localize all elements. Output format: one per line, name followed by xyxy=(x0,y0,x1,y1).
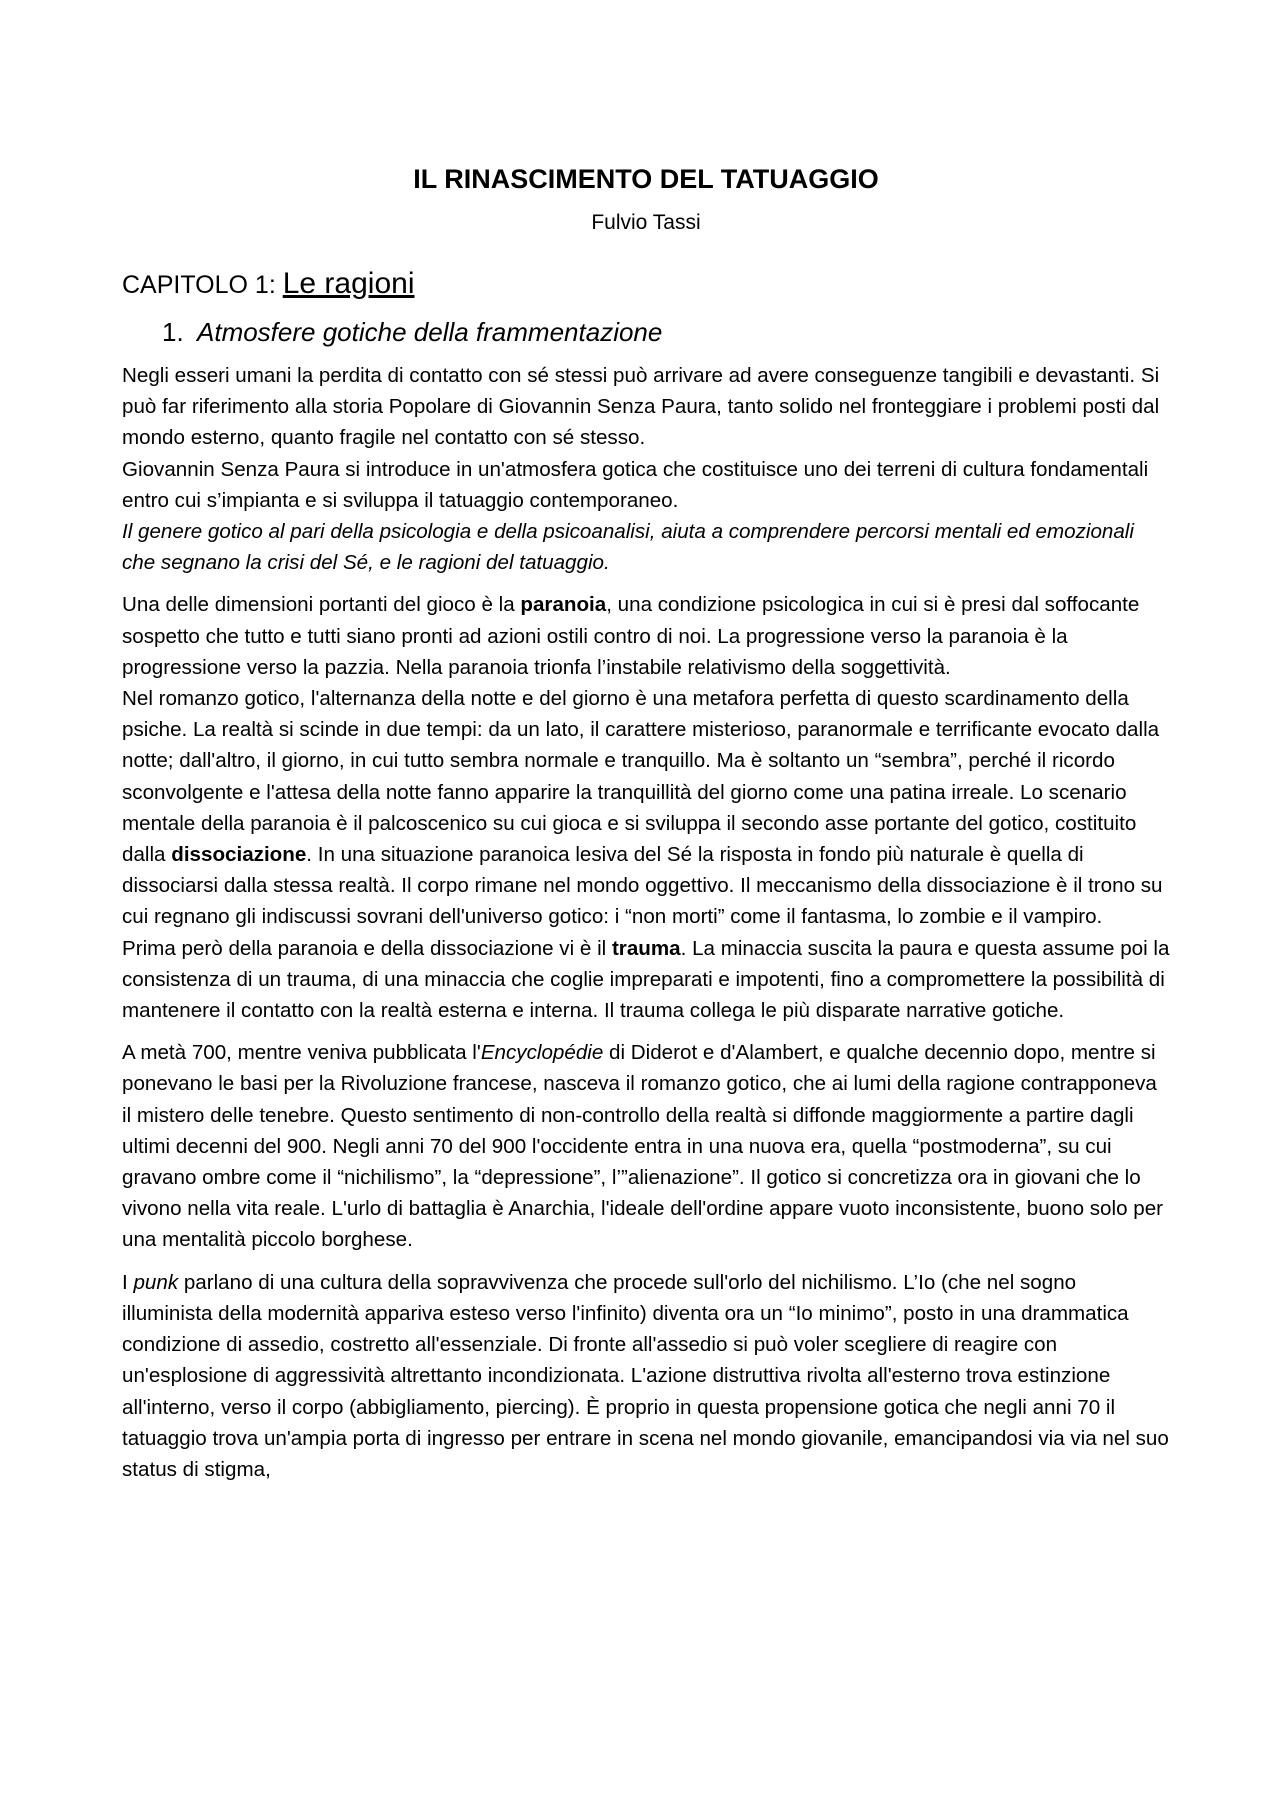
paragraph-8 xyxy=(122,1267,1170,1485)
paragraph-4-text-c: , una condizione psicologica in cui si è presi dal soffocante sospetto che tutto e tutti siano pronti ad azioni ostili contro di noi. La progressione verso la paranoia è la progressione verso la pazzia. Nella paranoia trionfa l’instabile relativismo della soggettività. xyxy=(122,593,1140,679)
paragraph-5-text-c: . In una situazione paranoica lesiva del Sé la risposta in fondo più naturale è quella di dissociarsi dalla stessa realtà. Il corpo rimane nel mondo oggettivo. Il meccanismo della dissociazione è il trono su cui regnano gli indiscussi sovrani dell'universo gotico: i “non morti” come il fantasma, lo zombie e il vampiro. xyxy=(122,843,1163,929)
keyword-paranoia: paranoia xyxy=(520,593,607,617)
paragraph-4-text-a: Una delle dimensioni portanti del gioco è la xyxy=(122,593,521,617)
paragraph-1: Negli esseri umani la perdita di contatto con sé stessi può arrivare ad avere conseguenze tangibili e devastanti. Si può far riferimento alla storia Popolare di Giovannin Senza Paura, tanto solido nel fronteggiare i problemi posti dal mondo esterno, quanto fragile nel contatto con sé stesso. xyxy=(122,364,1160,450)
document-author: Fulvio Tassi xyxy=(591,211,701,234)
paragraph-6-text-c: . La minaccia suscita la paura e questa assume poi la consistenza di un trauma, di una minaccia che coglie impreparati e impotenti, fino a compromettere la possibilità di mantenere il contatto con la realtà esterna e interna. Il trauma collega le più disparate narrative gotiche. xyxy=(122,936,1170,1023)
section-title: Atmosfere gotiche della frammentazione xyxy=(197,317,663,347)
paragraph-5-text-a: Nel romanzo gotico, l'alternanza della notte e del giorno è una metafora perfetta di questo scardinamento della psiche. La realtà si scinde in due tempi: da un lato, il carattere misterioso, paranormale e terrificante evocato dalla notte; dall'altro, il giorno, in cui tutto sembra normale e tranquillo. Ma è soltanto un “sembra”, perché il ricordo sconvolgente e l'attesa della notte fanno apparire la tranquillità del giorno come una patina irreale. Lo scenario mentale della paranoia è il palcoscenico su cui gioca e si sviluppa il secondo asse portante del gotico, costituito dalla xyxy=(122,687,1160,867)
paragraph-2: Giovannin Senza Paura si introduce in un'atmosfera gotica che costituisce uno dei terreni di cultura fondamentali entro cui s’impianta e si sviluppa il tatuaggio contemporaneo. xyxy=(122,457,1149,512)
chapter-name: Le ragioni xyxy=(282,267,415,300)
section-number: 1. xyxy=(162,317,184,347)
keyword-trauma: trauma xyxy=(611,936,681,960)
paragraph-7-text-c: di Diderot e d'Alambert, e qualche decennio dopo, mentre si ponevano le basi per la Rivoluzione francese, nasceva il romanzo gotico, che ai lumi della ragione contrapponeva il mistero delle tenebre. Questo sentimento di non-controllo della realtà si diffonde maggiormente a partire dagli ultimi decenni del 900. Negli anni 70 del 900 l'occidente entra in una nuova era, quella “postmoderna”, su cui gravano ombre come il “nichilismo”, la “depressione”, l’”alienazione”. Il gotico si concretizza ora in giovani che lo vivono nella vita reale. L'urlo di battaglia è Anarchia, l'ideale dell'ordine appare vuoto inconsistente, buono solo per una mentalità piccolo borghese. xyxy=(122,1041,1164,1252)
title-encyclopedie: Encyclopédie xyxy=(480,1041,604,1065)
paragraph-8-text-c: parlano di una cultura della sopravvivenza che procede sull'orlo del nichilismo. L’Io (che nel sogno illuminista della modernità appariva esteso verso l'infinito) diventa ora un “Io minimo”, posto in una drammatica condizione di assedio, costretto all'essenziale. Di fronte all'assedio si può voler scegliere di reagire con un'esplosione di aggressività altrettanto incondizionata. L'azione distruttiva rivolta all'esterno trova estinzione all'interno, verso il corpo (abbigliamento, piercing). È proprio in questa propensione gotica che negli anni 70 il tatuaggio trova un'ampia porta di ingresso per entrare in scena nel mondo giovanile, emancipandosi via via nel suo status di stigma, xyxy=(122,1270,1169,1481)
paragraph-4 xyxy=(122,589,1170,683)
paragraph-5 xyxy=(122,683,1170,933)
section-heading xyxy=(162,313,1170,351)
term-punk: punk xyxy=(133,1270,179,1294)
keyword-dissociazione: dissociazione xyxy=(171,843,307,867)
paragraph-8-text-a: I xyxy=(122,1270,134,1294)
document-title: IL RINASCIMENTO DEL TATUAGGIO xyxy=(413,164,879,194)
paragraph-7-text-a: A metà 700, mentre veniva pubblicata l' xyxy=(122,1041,481,1065)
document-page xyxy=(122,150,1170,1485)
chapter-heading xyxy=(122,266,1170,303)
paragraph-6-text-a: Prima però della paranoia e della dissociazione vi è il xyxy=(122,936,612,960)
paragraph-7 xyxy=(122,1037,1170,1255)
paragraph-3-italic: Il genere gotico al pari della psicologia e della psicoanalisi, aiuta a comprendere percorsi mentali ed emozionali che segnano la crisi del Sé, e le ragioni del tatuaggio. xyxy=(122,520,1134,575)
chapter-prefix: CAPITOLO 1: xyxy=(122,271,283,299)
paragraph-6 xyxy=(122,933,1170,1027)
